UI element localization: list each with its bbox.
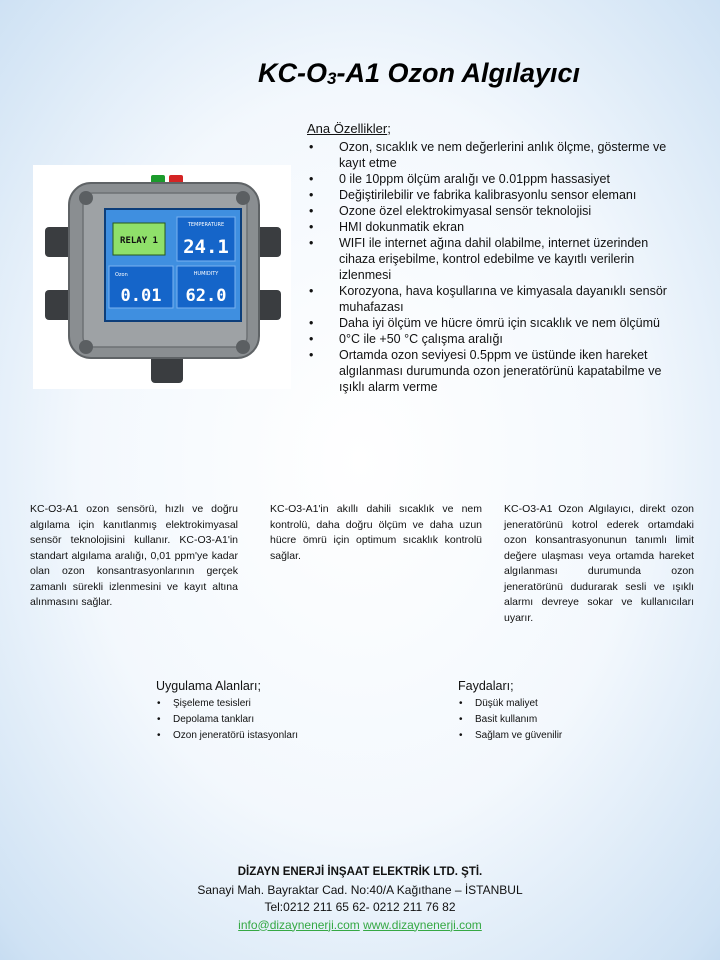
footer — [0, 864, 720, 934]
benefits-heading: Faydaları; — [458, 679, 514, 693]
feature-item: • HMI dokunmatik ekran — [307, 219, 687, 235]
company-address: Sanayi Mah. Bayraktar Cad. No:40/A Kağıthane – İSTANBUL — [197, 882, 523, 897]
relay-label: RELAY 1 — [120, 236, 158, 246]
benefits-section — [458, 678, 562, 744]
email-link[interactable]: info@dizaynenerji.com — [238, 917, 360, 932]
applications-list — [156, 696, 298, 744]
feature-item: • Değiştirilebilir ve fabrika kalibrasyonlu sensor elemanı — [307, 187, 687, 203]
feature-item: • 0 ile 10ppm ölçüm aralığı ve 0.01ppm hassasiyet — [307, 171, 687, 187]
feature-item: • Ozone özel elektrokimyasal sensör teknolojisi — [307, 203, 687, 219]
humidity-label: HUMIDITY — [193, 271, 219, 277]
description-column-2: KC-O3-A1'in akıllı dahili sıcaklık ve nem kontrolü, daha doğru ölçüm ve daha uzun hücre ömrü için optimum sıcaklık kontrolü sağlar. — [270, 503, 482, 562]
feature-item: • 0°C ile +50 °C çalışma aralığı — [307, 331, 687, 347]
description-column-3: KC-O3-A1 Ozon Algılayıcı, direkt ozon jeneratörünü kotrol ederek ortamdaki ozon konsantrasyonunun tanımlı limit değere ulaşması veya ortamda hareket algılanması durumunda ozon jeneratörünü dudurarak sesli ve ışıklı alarmı devreye sokar ve kullanıcıları uyarır. — [504, 503, 694, 624]
ozone-label: Ozon — [115, 272, 128, 278]
benefit-item: • Düşük maliyet — [458, 696, 562, 712]
features-list — [307, 139, 687, 395]
humidity-value: 62.0 — [185, 286, 227, 306]
temperature-value: 24.1 — [183, 236, 229, 258]
feature-item: • Ortamda ozon seviyesi 0.5ppm ve üstünde iken hareket algılanması durumunda ozon jeneratörünü kapatabilme ve ışıklı alarm verme — [307, 347, 687, 395]
company-phone: Tel:0212 211 65 62- 0212 211 76 82 — [264, 900, 456, 914]
benefit-item: • Basit kullanım — [458, 712, 562, 728]
title-part: -A1 Ozon Algılayıcı — [336, 58, 581, 88]
company-name: DİZAYN ENERJİ İNŞAAT ELEKTRİK LTD. ŞTİ. — [237, 866, 483, 878]
application-item: • Şişeleme tesisleri — [156, 696, 298, 712]
features-heading-suffix: ; — [387, 121, 391, 136]
applications-heading: Uygulama Alanları; — [156, 679, 261, 693]
application-item: • Ozon jeneratörü istasyonları — [156, 728, 298, 744]
feature-item: • Korozyona, hava koşullarına ve kimyasala dayanıklı sensör muhafazası — [307, 283, 687, 315]
feature-item: • Daha iyi ölçüm ve hücre ömrü için sıcaklık ve nem ölçümü — [307, 315, 687, 331]
application-item: • Depolama tankları — [156, 712, 298, 728]
feature-item: • WIFI ile internet ağına dahil olabilme, internet üzerinden cihaza erişebilme, kontrol edebilme ve kayıtlı verilerin izlenmesi — [307, 235, 687, 283]
title-part: KC-O — [258, 58, 327, 88]
features-heading — [307, 121, 687, 137]
temperature-label: TEMPERATURE — [187, 222, 225, 228]
website-link[interactable]: www.dizaynenerji.com — [363, 917, 482, 932]
description-column-1: KC-O3-A1 ozon sensörü, hızlı ve doğru algılama için kanıtlanmış elektrokimyasal sensör teknolojisini kullanır. KC-O3-A1'in standart algılama aralığı, 0,01 ppm'ye kadar olan ozon konsantrasyonlarının gerçek zamanlı sürekli izlenmesini ve kayıt altına alınmasını sağlar. — [30, 503, 238, 608]
benefits-list — [458, 696, 562, 744]
device-photo — [33, 165, 291, 389]
feature-item: • Ozon, sıcaklık ve nem değerlerini anlık ölçme, gösterme ve kayıt etme — [307, 139, 687, 171]
features-heading-text: Ana Özellikler — [307, 121, 388, 136]
page-title — [258, 58, 580, 89]
features-section — [307, 121, 687, 395]
ozone-value: 0.01 — [120, 286, 162, 306]
title-subscript: 3 — [327, 69, 337, 88]
benefit-item: • Sağlam ve güvenilir — [458, 728, 562, 744]
contact-links — [0, 917, 720, 935]
applications-section — [156, 678, 298, 744]
